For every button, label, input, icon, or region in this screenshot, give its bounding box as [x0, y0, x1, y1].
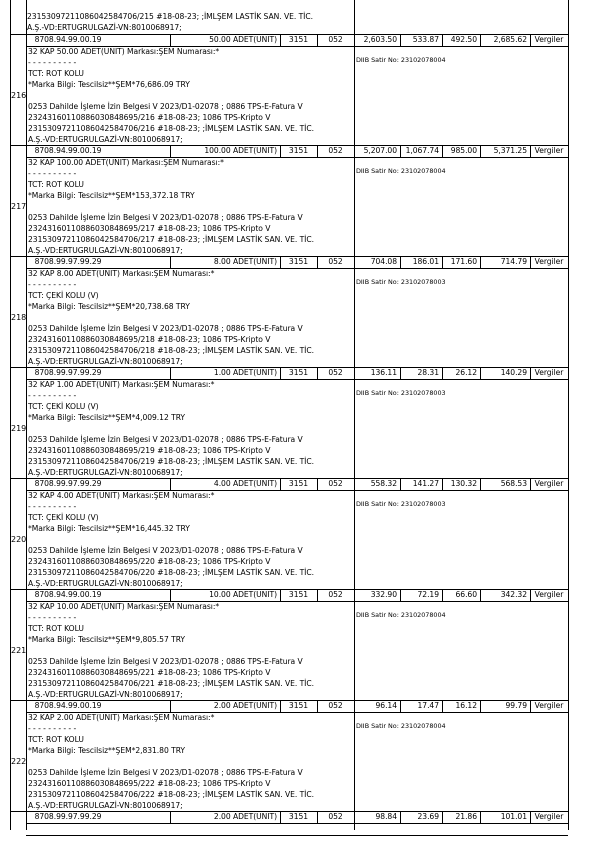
item-219-code-1: 3151 [288, 368, 309, 377]
item-217-cell-divider [170, 145, 171, 157]
item-220-desc-line: 0253 Dahilde İşleme İzin Belgesi V 2023/D1-02078 ; 0886 TPS-E-Fatura V [28, 546, 303, 555]
item-222-cell-divider [442, 700, 443, 712]
item-222-desc-line: A.Ş.-VD:ERTUGRULGAZİ-VN:8010068917; [28, 801, 183, 810]
item-219-diib-line: DIIB Satir No: 23102078003 [356, 389, 446, 397]
item-220-desc-line: A.Ş.-VD:ERTUGRULGAZİ-VN:8010068917; [28, 579, 183, 588]
item-220-code-1: 3151 [288, 479, 309, 488]
item-216-row-number: 216 [11, 91, 27, 100]
item-216-desc-line: 0253 Dahilde İşleme İzin Belgesi V 2023/D1-02078 ; 0886 TPS-E-Fatura V [28, 102, 303, 111]
item-219-cell-divider [400, 367, 401, 379]
item-222-value-4: 99.79 [505, 701, 527, 710]
item-217-desc-line: TCT: ROT KOLU [28, 180, 84, 189]
item-218-tax-label: Vergiler [534, 257, 564, 266]
item-217-desc-line: 32 KAP 100.00 ADET(UNIT) Markası:ŞEM Numarası:* [28, 158, 224, 167]
item-218-value-2: 186.01 [412, 257, 439, 266]
item-218-code-2: 052 [328, 257, 343, 266]
item-218-value-3: 171.60 [450, 257, 477, 266]
item-222-code-2: 052 [328, 701, 343, 710]
item-222-cell-divider [170, 700, 171, 712]
item-222-value-2: 17.47 [417, 701, 439, 710]
item-221-desc-line: *Marka Bilgi: Tescilsiz**ŞEM*9,805.57 TRY [28, 635, 186, 644]
item-221-row-number: 221 [11, 646, 27, 655]
item-221-gtip: 8708.94.99.00.19 [34, 590, 102, 599]
top-line-1: 23153097211086042584706/215 #18-08-23; ;İMLŞEM LASTİK SAN. VE. TİC. [27, 12, 313, 21]
item-221-cell-divider [280, 589, 281, 601]
item-222-cell-divider [317, 700, 318, 712]
item-222-code-1: 3151 [288, 701, 309, 710]
item-217-desc-line: A.Ş.-VD:ERTUGRULGAZİ-VN:8010068917; [28, 246, 183, 255]
item-next-code-1: 3151 [288, 812, 309, 821]
item-218-desc-line: - - - - - - - - - - [28, 280, 77, 289]
item-221-cell-divider [530, 589, 531, 601]
item-218-desc-line: 32 KAP 8.00 ADET(UNIT) Markası:ŞEM Numarası:* [28, 269, 215, 278]
item-221-desc-line: 23153097211086042584706/221 #18-08-23; ;İMLŞEM LASTİK SAN. VE. TİC. [28, 679, 314, 688]
item-next-quantity: 2.00 ADET(UNIT) [213, 812, 277, 821]
item-219-value-2: 28.31 [417, 368, 439, 377]
item-next-cell-divider [317, 811, 318, 823]
item-220-cell-divider [280, 478, 281, 490]
item-218-gtip: 8708.99.97.99.29 [34, 257, 102, 266]
item-216-value-1: 2,603.50 [363, 35, 397, 44]
item-218-desc-line: *Marka Bilgi: Tescilsiz**ŞEM*20,738.68 TRY [28, 302, 190, 311]
item-216-desc-line: - - - - - - - - - - [28, 58, 77, 67]
item-217-row-number: 217 [11, 202, 27, 211]
item-220-cell-divider [317, 478, 318, 490]
item-222-quantity: 2.00 ADET(UNIT) [213, 701, 277, 710]
item-221-code-2: 052 [328, 590, 343, 599]
item-218-cell-divider [317, 256, 318, 268]
item-next-bottom-rule [26, 823, 568, 824]
item-216-quantity: 50.00 ADET(UNIT) [209, 35, 277, 44]
item-216-cell-divider [280, 34, 281, 46]
item-220-cell-divider [480, 478, 481, 490]
item-221-value-1: 332.90 [370, 590, 397, 599]
item-220-desc-line: TCT: ÇEKİ KOLU (V) [28, 513, 99, 522]
item-218-cell-divider [280, 256, 281, 268]
item-219-cell-divider [317, 367, 318, 379]
item-219-desc-line: - - - - - - - - - - [28, 391, 77, 400]
left-border [10, 0, 11, 830]
item-222-cell-divider [480, 700, 481, 712]
item-220-cell-divider [170, 478, 171, 490]
item-217-desc-line: 0253 Dahilde İşleme İzin Belgesi V 2023/D1-02078 ; 0886 TPS-E-Fatura V [28, 213, 303, 222]
item-next-cell-divider [280, 811, 281, 823]
item-216-desc-line: 23243160110886030848695/216 #18-08-23; 1086 TPS-Kripto V [28, 113, 271, 122]
item-220-cell-divider [400, 478, 401, 490]
item-next-gtip: 8708.99.97.99.29 [34, 812, 102, 821]
item-222-row-number: 222 [11, 757, 27, 766]
item-219-desc-line: 23243160110886030848695/219 #18-08-23; 1086 TPS-Kripto V [28, 446, 271, 455]
item-222-cell-divider [280, 700, 281, 712]
item-218-cell-divider [530, 256, 531, 268]
item-222-cell-divider [400, 700, 401, 712]
item-217-cell-divider [400, 145, 401, 157]
item-216-desc-line: 23153097211086042584706/216 #18-08-23; ;İMLŞEM LASTİK SAN. VE. TİC. [28, 124, 314, 133]
item-221-cell-divider [317, 589, 318, 601]
item-next-value-1: 98.84 [375, 812, 397, 821]
item-next-cell-divider [480, 811, 481, 823]
item-219-tax-label: Vergiler [534, 368, 564, 377]
item-219-desc-line: *Marka Bilgi: Tescilsiz**ŞEM*4,009.12 TRY [28, 413, 186, 422]
item-next-code-2: 052 [328, 812, 343, 821]
item-220-value-1: 558.32 [370, 479, 397, 488]
item-218-diib-line: DIIB Satir No: 23102078003 [356, 278, 446, 286]
item-216-cell-divider [530, 34, 531, 46]
item-222-desc-line: 23243160110886030848695/222 #18-08-23; 1086 TPS-Kripto V [28, 779, 271, 788]
item-218-cell-divider [480, 256, 481, 268]
item-217-value-3: 985.00 [450, 146, 477, 155]
item-222-desc-line: *Marka Bilgi: Tescilsiz**ŞEM*2,831.80 TRY [28, 746, 186, 755]
item-219-desc-line: A.Ş.-VD:ERTUGRULGAZİ-VN:8010068917; [28, 468, 183, 477]
item-219-cell-divider [530, 367, 531, 379]
item-next-value-3: 21.86 [455, 812, 477, 821]
item-216-desc-line: 32 KAP 50.00 ADET(UNIT) Markası:ŞEM Numarası:* [28, 47, 220, 56]
item-218-desc-line: 23153097211086042584706/218 #18-08-23; ;İMLŞEM LASTİK SAN. VE. TİC. [28, 346, 314, 355]
item-222-desc-line: - - - - - - - - - - [28, 724, 77, 733]
item-221-diib-line: DIIB Satir No: 23102078004 [356, 611, 446, 619]
right-border [568, 0, 569, 830]
item-217-code-1: 3151 [288, 146, 309, 155]
item-221-code-1: 3151 [288, 590, 309, 599]
item-217-value-2: 1,067.74 [405, 146, 439, 155]
item-219-quantity: 1.00 ADET(UNIT) [213, 368, 277, 377]
item-221-desc-line: 23243160110886030848695/221 #18-08-23; 1086 TPS-Kripto V [28, 668, 271, 677]
item-220-gtip: 8708.99.97.99.29 [34, 479, 102, 488]
item-216-value-2: 533.87 [412, 35, 439, 44]
item-220-desc-line: 23243160110886030848695/220 #18-08-23; 1086 TPS-Kripto V [28, 557, 271, 566]
item-221-tax-label: Vergiler [534, 590, 564, 599]
item-222-desc-line: 23153097211086042584706/222 #18-08-23; ;İMLŞEM LASTİK SAN. VE. TİC. [28, 790, 314, 799]
item-220-code-2: 052 [328, 479, 343, 488]
item-222-gtip: 8708.94.99.00.19 [34, 701, 102, 710]
item-221-cell-divider [480, 589, 481, 601]
item-220-cell-divider [530, 478, 531, 490]
item-216-desc-line: A.Ş.-VD:ERTUGRULGAZİ-VN:8010068917; [28, 135, 183, 144]
item-218-desc-line: 23243160110886030848695/218 #18-08-23; 1086 TPS-Kripto V [28, 335, 271, 344]
item-221-value-4: 342.32 [500, 590, 527, 599]
item-220-value-4: 568.53 [500, 479, 527, 488]
item-217-code-2: 052 [328, 146, 343, 155]
item-216-value-3: 492.50 [450, 35, 477, 44]
item-221-value-3: 66.60 [455, 590, 477, 599]
item-219-row-number: 219 [11, 424, 27, 433]
item-216-cell-divider [442, 34, 443, 46]
item-219-gtip: 8708.99.97.99.29 [34, 368, 102, 377]
item-220-cell-divider [442, 478, 443, 490]
item-220-value-3: 130.32 [450, 479, 477, 488]
item-217-cell-divider [530, 145, 531, 157]
item-216-cell-divider [170, 34, 171, 46]
item-220-row-number: 220 [11, 535, 27, 544]
item-216-cell-divider [317, 34, 318, 46]
item-220-tax-label: Vergiler [534, 479, 564, 488]
item-222-diib-line: DIIB Satir No: 23102078004 [356, 722, 446, 730]
bottom-rule [26, 835, 568, 836]
item-216-cell-divider [480, 34, 481, 46]
item-217-cell-divider [317, 145, 318, 157]
item-217-value-1: 5,207.00 [363, 146, 397, 155]
diib-column-divider [354, 0, 355, 830]
item-220-desc-line: *Marka Bilgi: Tescilsiz**ŞEM*16,445.32 TRY [28, 524, 190, 533]
item-216-cell-divider [400, 34, 401, 46]
item-217-diib-line: DIIB Satir No: 23102078004 [356, 167, 446, 175]
item-220-quantity: 4.00 ADET(UNIT) [213, 479, 277, 488]
item-217-value-4: 5,371.25 [493, 146, 527, 155]
item-221-desc-line: 0253 Dahilde İşleme İzin Belgesi V 2023/D1-02078 ; 0886 TPS-E-Fatura V [28, 657, 303, 666]
declaration-page [10, 0, 568, 830]
item-next-cell-divider [170, 811, 171, 823]
item-219-desc-line: TCT: ÇEKİ KOLU (V) [28, 402, 99, 411]
item-220-value-2: 141.27 [412, 479, 439, 488]
item-222-tax-label: Vergiler [534, 701, 564, 710]
item-217-desc-line: *Marka Bilgi: Tescilsiz**ŞEM*153,372.18 TRY [28, 191, 195, 200]
item-217-cell-divider [480, 145, 481, 157]
item-217-gtip: 8708.94.99.00.19 [34, 146, 102, 155]
item-next-value-4: 101.01 [500, 812, 527, 821]
item-next-cell-divider [530, 811, 531, 823]
item-next-tax-label: Vergiler [534, 812, 564, 821]
item-221-desc-line: A.Ş.-VD:ERTUGRULGAZİ-VN:8010068917; [28, 690, 183, 699]
item-next-cell-divider [442, 811, 443, 823]
item-217-desc-line: - - - - - - - - - - [28, 169, 77, 178]
item-220-desc-line: - - - - - - - - - - [28, 502, 77, 511]
item-218-value-4: 714.79 [500, 257, 527, 266]
item-217-desc-line: 23153097211086042584706/217 #18-08-23; ;İMLŞEM LASTİK SAN. VE. TİC. [28, 235, 314, 244]
item-222-desc-line: TCT: ROT KOLU [28, 735, 84, 744]
item-219-desc-line: 32 KAP 1.00 ADET(UNIT) Markası:ŞEM Numarası:* [28, 380, 215, 389]
item-218-desc-line: TCT: ÇEKİ KOLU (V) [28, 291, 99, 300]
item-218-quantity: 8.00 ADET(UNIT) [213, 257, 277, 266]
item-next-cell-divider [400, 811, 401, 823]
item-221-desc-line: - - - - - - - - - - [28, 613, 77, 622]
item-217-quantity: 100.00 ADET(UNIT) [204, 146, 277, 155]
item-222-cell-divider [530, 700, 531, 712]
item-218-cell-divider [442, 256, 443, 268]
item-221-cell-divider [400, 589, 401, 601]
item-221-value-2: 72.19 [417, 590, 439, 599]
row-number-divider [26, 0, 27, 830]
item-219-value-4: 140.29 [500, 368, 527, 377]
item-218-row-number: 218 [11, 313, 27, 322]
item-216-desc-line: TCT: ROT KOLU [28, 69, 84, 78]
item-219-cell-divider [480, 367, 481, 379]
item-219-value-1: 136.11 [370, 368, 397, 377]
item-217-cell-divider [280, 145, 281, 157]
item-221-cell-divider [442, 589, 443, 601]
item-216-code-2: 052 [328, 35, 343, 44]
item-219-cell-divider [280, 367, 281, 379]
item-218-desc-line: 0253 Dahilde İşleme İzin Belgesi V 2023/D1-02078 ; 0886 TPS-E-Fatura V [28, 324, 303, 333]
item-217-desc-line: 23243160110886030848695/217 #18-08-23; 1086 TPS-Kripto V [28, 224, 271, 233]
item-219-desc-line: 23153097211086042584706/219 #18-08-23; ;İMLŞEM LASTİK SAN. VE. TİC. [28, 457, 314, 466]
item-221-quantity: 10.00 ADET(UNIT) [209, 590, 277, 599]
item-219-value-3: 26.12 [455, 368, 477, 377]
item-220-desc-line: 32 KAP 4.00 ADET(UNIT) Markası:ŞEM Numarası:* [28, 491, 215, 500]
item-218-cell-divider [170, 256, 171, 268]
item-219-cell-divider [170, 367, 171, 379]
item-217-cell-divider [442, 145, 443, 157]
item-216-value-4: 2,685.62 [493, 35, 527, 44]
item-221-desc-line: 32 KAP 10.00 ADET(UNIT) Markası:ŞEM Numarası:* [28, 602, 220, 611]
item-221-desc-line: TCT: ROT KOLU [28, 624, 84, 633]
item-216-gtip: 8708.94.99.00.19 [34, 35, 102, 44]
item-220-desc-line: 23153097211086042584706/220 #18-08-23; ;İMLŞEM LASTİK SAN. VE. TİC. [28, 568, 314, 577]
item-218-desc-line: A.Ş.-VD:ERTUGRULGAZİ-VN:8010068917; [28, 357, 183, 366]
item-220-diib-line: DIIB Satir No: 23102078003 [356, 500, 446, 508]
item-218-cell-divider [400, 256, 401, 268]
item-222-desc-line: 32 KAP 2.00 ADET(UNIT) Markası:ŞEM Numarası:* [28, 713, 215, 722]
item-218-value-1: 704.08 [370, 257, 397, 266]
item-222-value-1: 96.14 [375, 701, 397, 710]
item-219-code-2: 052 [328, 368, 343, 377]
item-221-cell-divider [170, 589, 171, 601]
top-line-2: A.Ş.-VD:ERTUGRULGAZİ-VN:8010068917; [27, 23, 182, 32]
item-218-code-1: 3151 [288, 257, 309, 266]
item-222-desc-line: 0253 Dahilde İşleme İzin Belgesi V 2023/D1-02078 ; 0886 TPS-E-Fatura V [28, 768, 303, 777]
item-216-tax-label: Vergiler [534, 35, 564, 44]
item-222-value-3: 16.12 [455, 701, 477, 710]
item-217-tax-label: Vergiler [534, 146, 564, 155]
item-216-code-1: 3151 [288, 35, 309, 44]
item-219-cell-divider [442, 367, 443, 379]
item-216-desc-line: *Marka Bilgi: Tescilsiz**ŞEM*76,686.09 TRY [28, 80, 190, 89]
item-216-diib-line: DIIB Satir No: 23102078004 [356, 56, 446, 64]
item-219-desc-line: 0253 Dahilde İşleme İzin Belgesi V 2023/D1-02078 ; 0886 TPS-E-Fatura V [28, 435, 303, 444]
item-next-value-2: 23.69 [417, 812, 439, 821]
